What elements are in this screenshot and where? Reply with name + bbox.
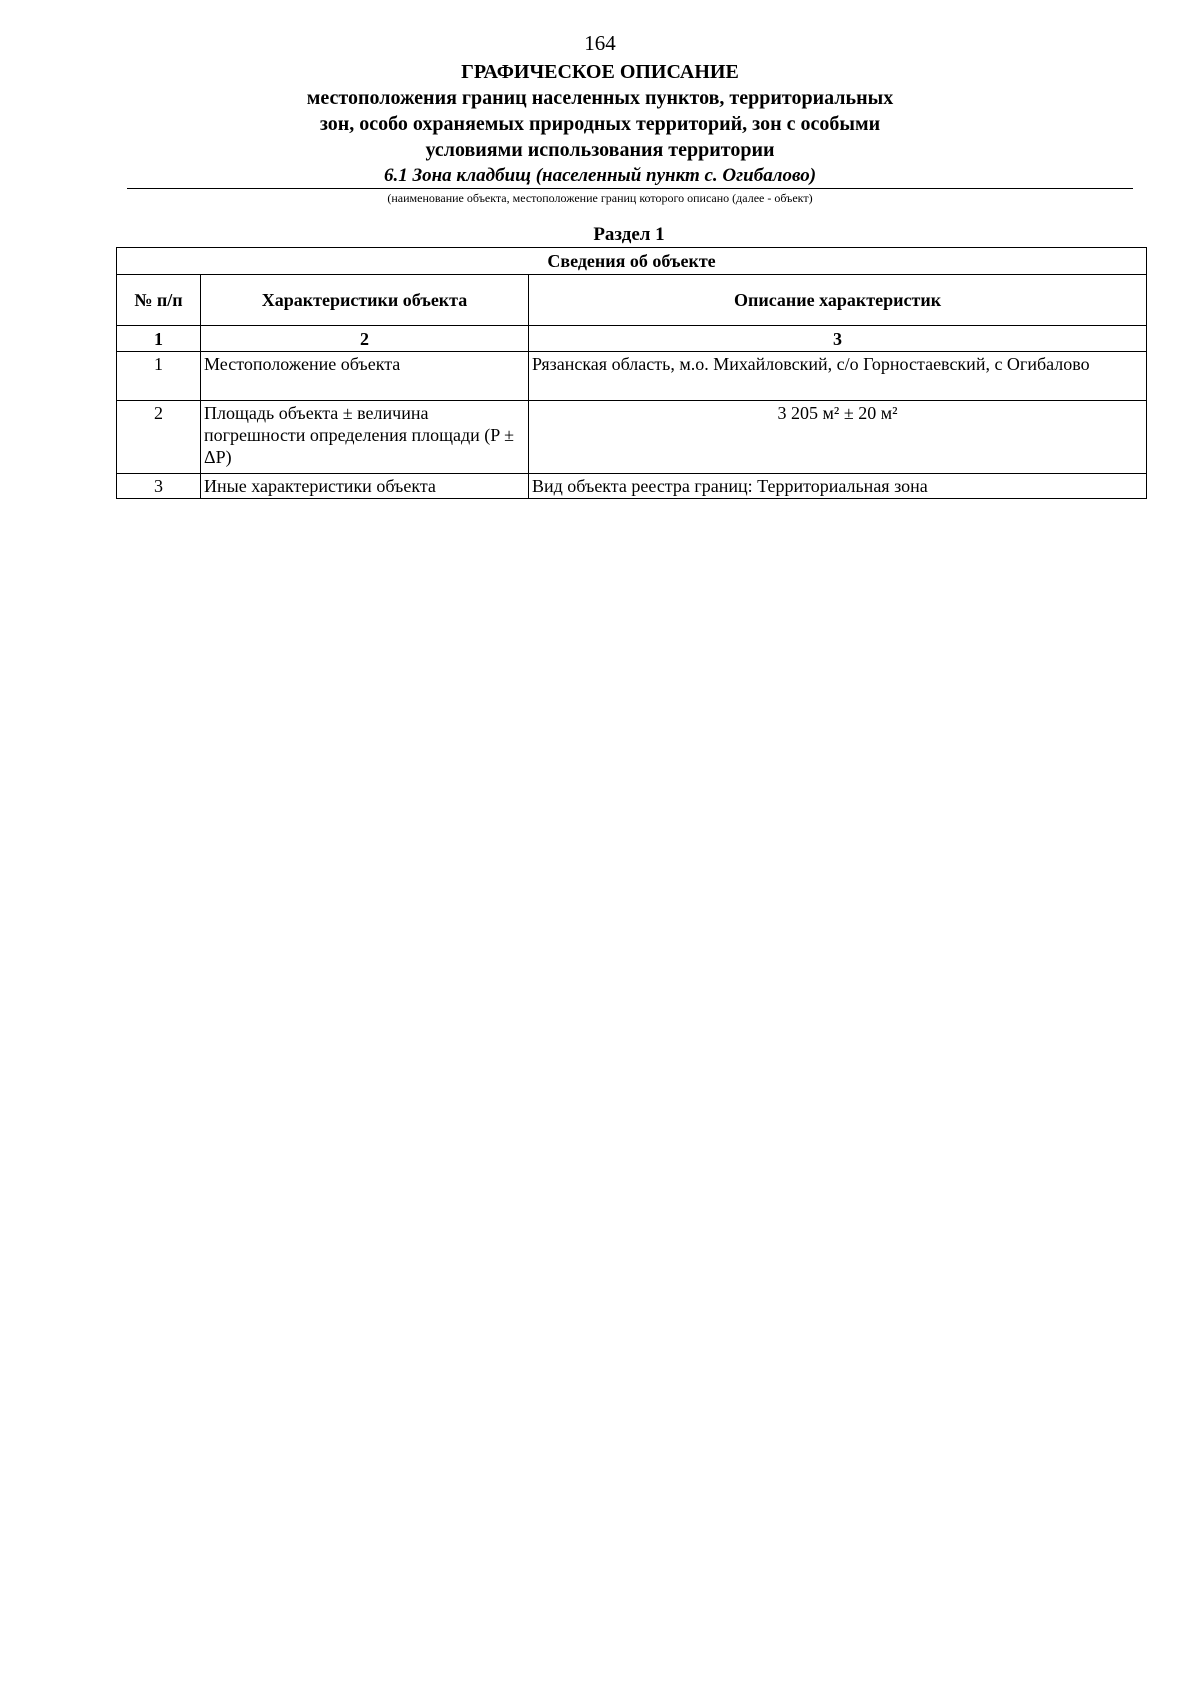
row-description: Рязанская область, м.о. Михайловский, с/о Горностаевский, с Огибалово bbox=[529, 352, 1147, 401]
table-header-row bbox=[117, 275, 1147, 326]
document-subtitle-line-3: условиями использования территории bbox=[425, 139, 775, 161]
row-description: 3 205 м² ± 20 м² bbox=[529, 401, 1147, 474]
table-caption: Сведения об объекте bbox=[117, 248, 1147, 275]
object-name-underline bbox=[127, 188, 1133, 189]
column-number-3: 3 bbox=[529, 326, 1147, 352]
column-header-number: № п/п bbox=[117, 275, 201, 326]
row-characteristic: Местоположение объекта bbox=[201, 352, 529, 401]
section-title: Раздел 1 bbox=[593, 224, 665, 245]
column-header-characteristic: Характеристики объекта bbox=[201, 275, 529, 326]
column-number-row bbox=[117, 326, 1147, 352]
document-subtitle-line-1: местоположения границ населенных пунктов, территориальных bbox=[306, 87, 894, 109]
column-header-description: Описание характеристик bbox=[529, 275, 1147, 326]
table-row bbox=[117, 401, 1147, 474]
table-caption-row bbox=[117, 248, 1147, 275]
document-header bbox=[0, 59, 1200, 188]
table-row bbox=[117, 474, 1147, 499]
row-characteristic: Иные характеристики объекта bbox=[201, 474, 529, 499]
table-row bbox=[117, 352, 1147, 401]
column-number-1: 1 bbox=[117, 326, 201, 352]
object-name: 6.1 Зона кладбищ (населенный пункт с. Огибалово) bbox=[383, 165, 817, 186]
row-description: Вид объекта реестра границ: Территориальная зона bbox=[529, 474, 1147, 499]
row-number: 2 bbox=[117, 401, 201, 474]
document-subtitle-line-2: зон, особо охраняемых природных территорий, зон с особыми bbox=[319, 113, 881, 135]
row-number: 1 bbox=[117, 352, 201, 401]
page-number: 164 bbox=[584, 31, 616, 55]
document-title: ГРАФИЧЕСКОЕ ОПИСАНИЕ bbox=[461, 61, 739, 83]
row-number: 3 bbox=[117, 474, 201, 499]
row-characteristic: Площадь объекта ± величина погрешности определения площади (P ± ΔP) bbox=[201, 401, 529, 474]
object-name-caption: (наименование объекта, местоположение границ которого описано (далее - объект) bbox=[387, 191, 813, 205]
object-info-table bbox=[116, 247, 1147, 499]
column-number-2: 2 bbox=[201, 326, 529, 352]
